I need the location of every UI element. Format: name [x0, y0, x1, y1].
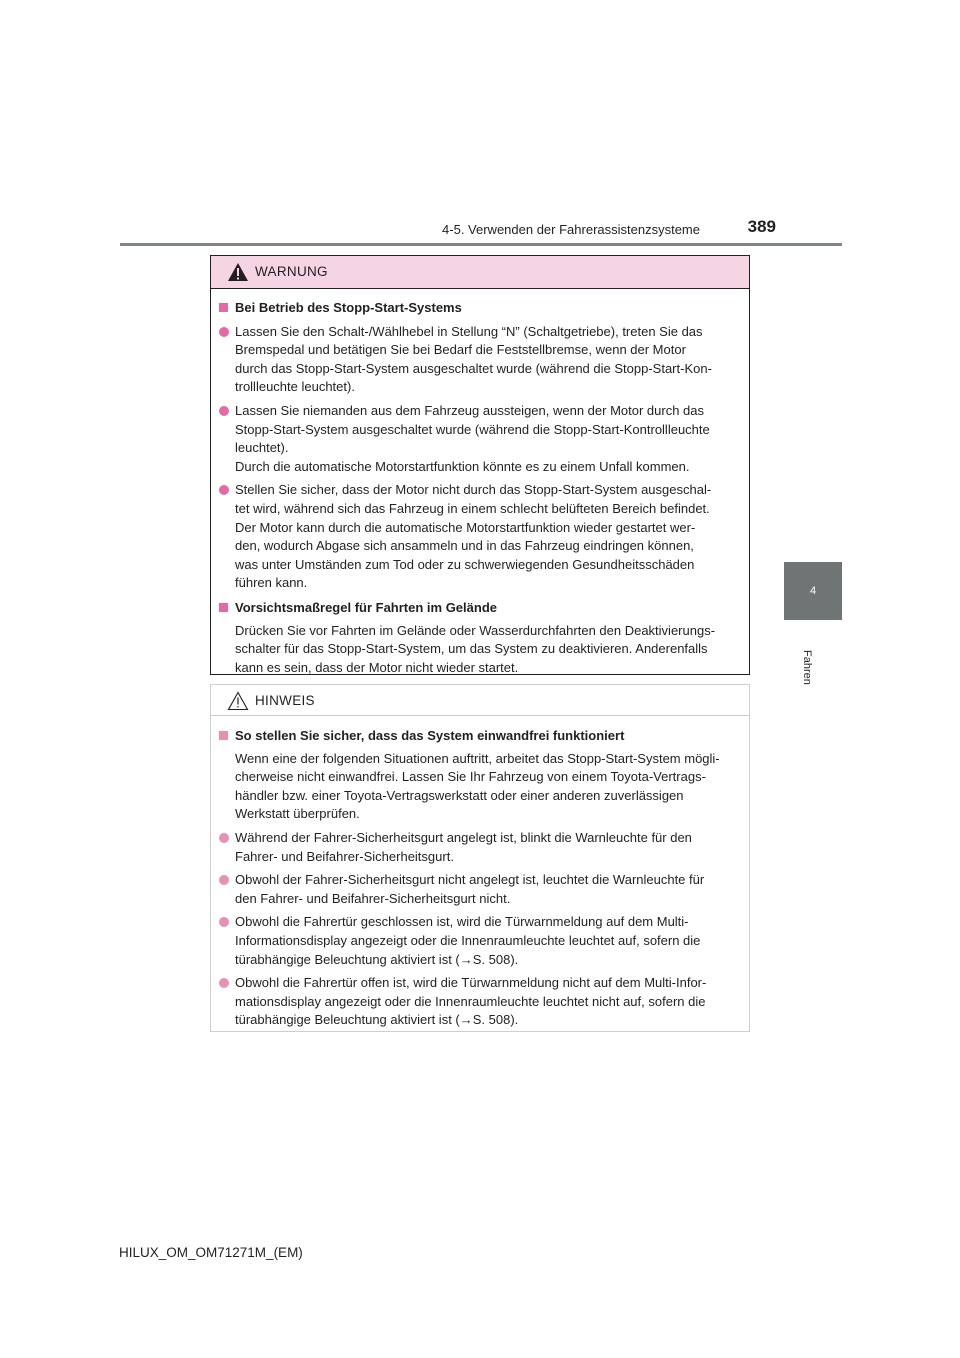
page-reference-link[interactable]: türabhängige Beleuchtung aktiviert ist (→S. 508).: [235, 1012, 519, 1028]
text-line: tet wird, während sich das Fahrzeug in einem schlecht belüfteten Bereich befindet.: [235, 500, 710, 516]
chapter-label: [786, 650, 840, 685]
notice-section: [219, 727, 741, 824]
warning-section-stopp-start: [219, 299, 741, 318]
list-item: [219, 323, 741, 397]
list-item: [219, 974, 741, 1030]
list-item: [219, 829, 741, 866]
section-title: 4-5. Verwenden der Fahrerassistenzsysteme: [442, 222, 700, 237]
text-line: Drücken Sie vor Fahrten im Gelände oder Wasserdurchfahrten den Deaktivierungs-: [235, 622, 716, 638]
section-heading: Vorsichtsmaßregel für Fahrten im Gelände: [235, 599, 497, 615]
list-item: [219, 871, 741, 908]
document-id: HILUX_OM_OM71271M_(EM): [119, 1245, 303, 1260]
section-paragraph: [235, 622, 741, 678]
notice-header: [211, 685, 749, 716]
text-line: Werkstatt überprüfen.: [235, 806, 360, 822]
list-item: [219, 402, 741, 476]
text-line: Bremspedal und betätigen Sie bei Bedarf die Feststellbremse, wenn der Motor: [235, 342, 686, 358]
text-line: Informationsdisplay angezeigt oder die Innenraumleuchte leuchtet auf, sofern die: [235, 932, 701, 948]
page-reference-link[interactable]: türabhängige Beleuchtung aktiviert ist (→S. 508).: [235, 951, 519, 967]
text-line: führen kann.: [235, 575, 308, 591]
warning-box: [210, 255, 750, 675]
chapter-label-text: Fahren: [801, 650, 813, 685]
text-line: leuchtet).: [235, 440, 289, 456]
notice-title: HINWEIS: [255, 693, 315, 708]
text-line: cherweise nicht einwandfrei. Lassen Sie Ihr Fahrzeug von einem Toyota-Vertrags-: [235, 769, 706, 785]
text-line: durch das Stopp-Start-System ausgeschaltet wurde (während die Stopp-Start-Kon-: [235, 360, 712, 376]
text-line: Obwohl die Fahrertür offen ist, wird die Türwarnmeldung nicht auf dem Multi-Infor-: [235, 975, 707, 991]
chapter-tab[interactable]: 4: [784, 562, 842, 620]
text-line: den, wodurch Abgase sich ansammeln und in das Fahrzeug eindringen können,: [235, 538, 694, 554]
page-number: 389: [747, 217, 776, 236]
bullet-dot-icon: [219, 978, 229, 988]
warning-content: [219, 299, 741, 681]
section-heading: Bei Betrieb des Stopp-Start-Systems: [235, 300, 462, 315]
text-line: was unter Umständen zum Tod oder zu schwerwiegenden Gesundheitsschäden: [235, 556, 695, 572]
section-square-icon: [219, 603, 228, 612]
text-line: mationsdisplay angezeigt oder die Innenraumleuchte leuchtet nicht auf, sofern die: [235, 993, 706, 1009]
text-line: Der Motor kann durch die automatische Motorstartfunktion wieder gestartet wer-: [235, 519, 696, 535]
text-line: Stellen Sie sicher, dass der Motor nicht durch das Stopp-Start-System ausgeschal-: [235, 482, 712, 498]
notice-box: [210, 684, 750, 1032]
bullet-dot-icon: [219, 406, 229, 416]
warning-triangle-filled-icon: [227, 262, 249, 282]
section-paragraph: [235, 750, 741, 824]
header-rule: [120, 243, 842, 246]
section-square-icon: [219, 303, 228, 312]
text-line: Während der Fahrer-Sicherheitsgurt angelegt ist, blinkt die Warnleuchte für den: [235, 829, 692, 845]
bullet-dot-icon: [219, 485, 229, 495]
text-line: Obwohl der Fahrer-Sicherheitsgurt nicht angelegt ist, leuchtet die Warnleuchte für: [235, 872, 705, 888]
text-line: trollleuchte leuchtet).: [235, 379, 355, 395]
warning-triangle-outline-icon: [227, 691, 249, 711]
text-line: Fahrer- und Beifahrer-Sicherheitsgurt.: [235, 848, 454, 864]
text-line: kann es sein, dass der Motor nicht wieder startet.: [235, 659, 519, 675]
section-square-icon: [219, 731, 228, 740]
text-line: Durch die automatische Motorstartfunktion könnte es zu einem Unfall kommen.: [235, 458, 690, 474]
warning-header: [211, 256, 749, 289]
warning-title: WARNUNG: [255, 264, 328, 279]
text-line: Lassen Sie den Schalt-/Wählhebel in Stellung “N” (Schaltgetriebe), treten Sie das: [235, 323, 703, 339]
text-line: Wenn eine der folgenden Situationen auftritt, arbeitet das Stopp-Start-System mögli-: [235, 750, 720, 766]
bullet-dot-icon: [219, 327, 229, 337]
text-line: den Fahrer- und Beifahrer-Sicherheitsgurt nicht.: [235, 890, 511, 906]
text-line: Lassen Sie niemanden aus dem Fahrzeug aussteigen, wenn der Motor durch das: [235, 402, 705, 418]
notice-content: [219, 727, 741, 1030]
text-line: Obwohl die Fahrertür geschlossen ist, wird die Türwarnmeldung auf dem Multi-: [235, 914, 689, 930]
warning-section-gelaende: [219, 599, 741, 677]
bullet-dot-icon: [219, 917, 229, 927]
list-item: [219, 913, 741, 969]
bullet-dot-icon: [219, 875, 229, 885]
text-line: Stopp-Start-System ausgeschaltet wurde (während die Stopp-Start-Kontrollleuchte: [235, 421, 710, 437]
bullet-dot-icon: [219, 833, 229, 843]
text-line: schalter für das Stopp-Start-System, um das System zu deaktivieren. Anderenfalls: [235, 641, 708, 657]
section-heading: So stellen Sie sicher, dass das System einwandfrei funktioniert: [235, 728, 625, 743]
text-line: händler bzw. einer Toyota-Vertragswerkstatt oder einer anderen zuverlässigen: [235, 787, 684, 803]
list-item: [219, 481, 741, 593]
